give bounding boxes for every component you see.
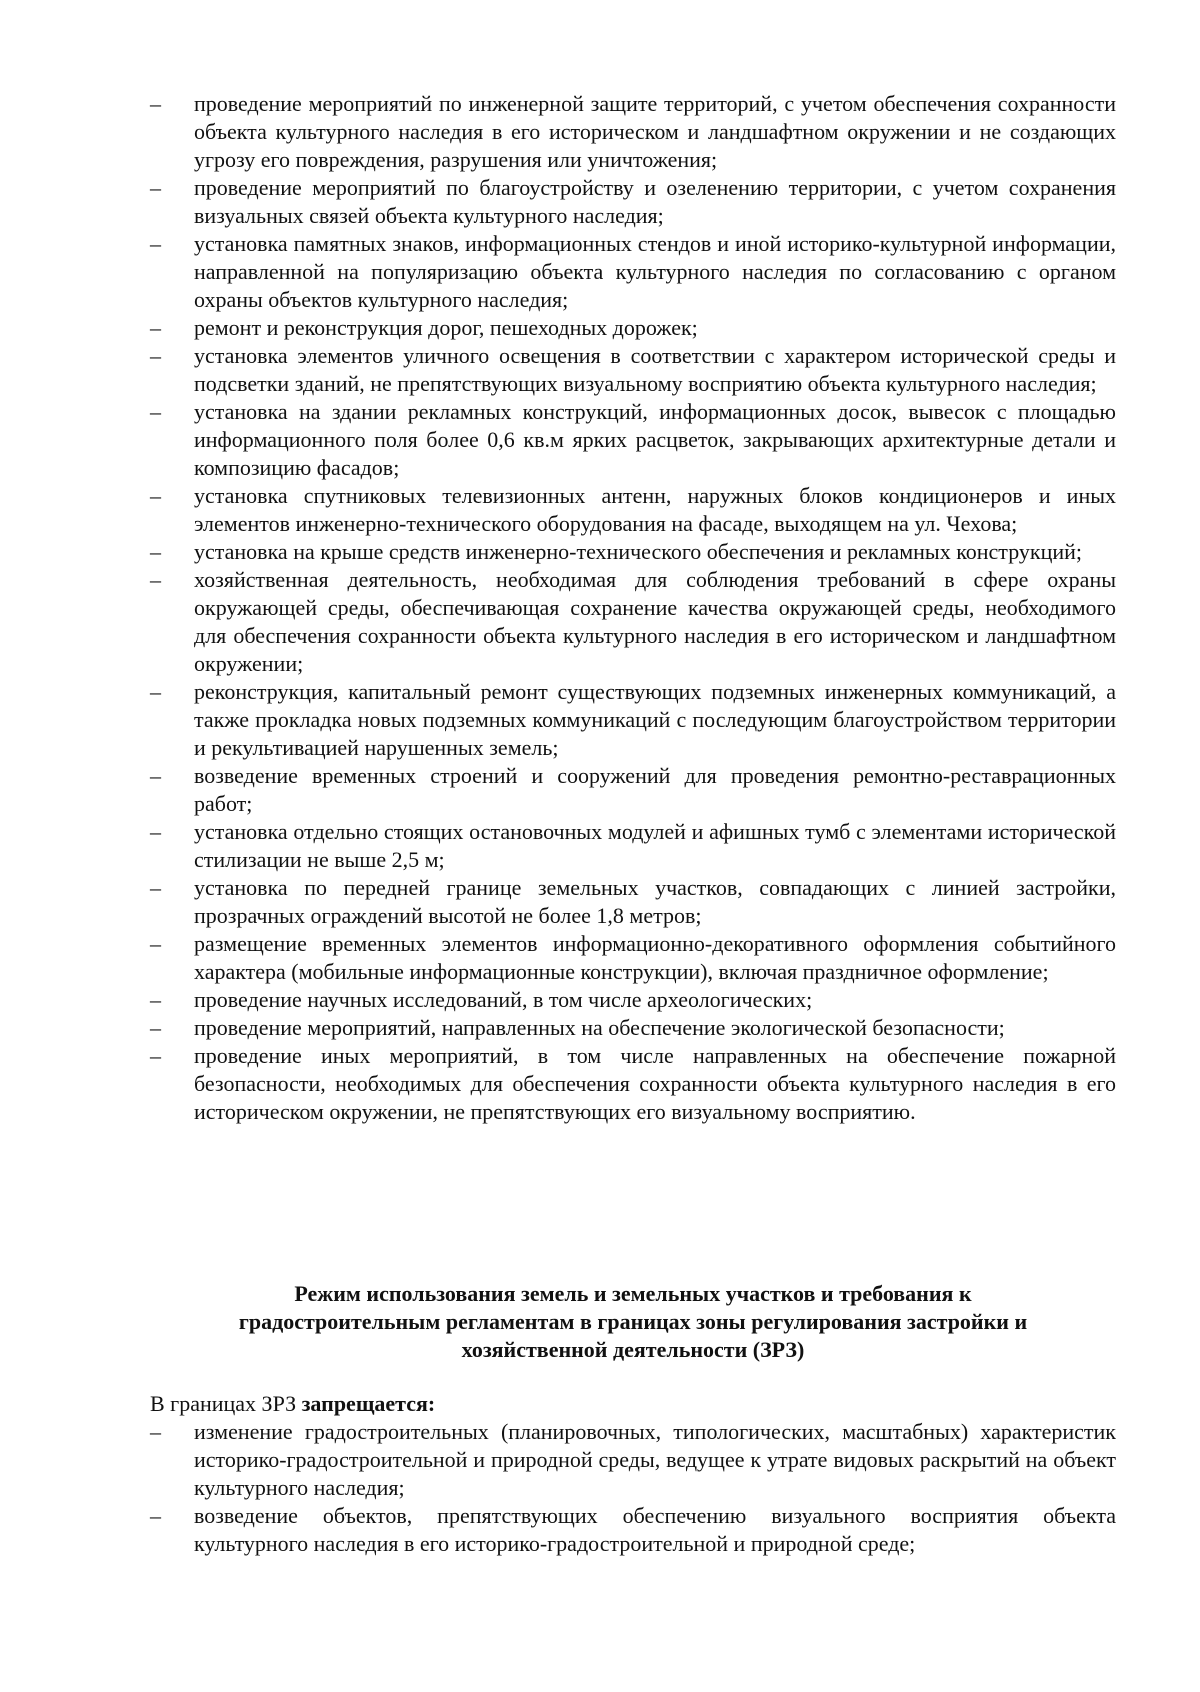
list-item [150, 538, 1116, 566]
list-dash: – [150, 231, 161, 256]
list-dash: – [150, 399, 161, 424]
prohibited-activities-list [150, 1418, 1116, 1558]
list-item [150, 342, 1116, 398]
list-item-text: установка на здании рекламных конструкций, информационных досок, вывесок с площадью информационного поля более 0,6 кв.м ярких расцветок, закрывающих архитектурные детали и композицию фасадов; [194, 399, 1116, 480]
list-item-text: проведение иных мероприятий, в том числе направленных на обеспечение пожарной безопасности, необходимых для обеспечения сохранности объекта культурного наследия в его историческом окружении, не препятствующих его визуальному восприятию. [194, 1043, 1116, 1124]
list-item [150, 874, 1116, 930]
list-item [150, 1014, 1116, 1042]
section-heading [150, 1280, 1116, 1364]
section-heading-line: Режим использования земель и земельных участков и требования к [294, 1281, 972, 1306]
list-item-text: проведение научных исследований, в том числе археологических; [194, 987, 813, 1012]
list-item [150, 818, 1116, 874]
list-item-text: установка памятных знаков, информационных стендов и иной историко-культурной информации, направленной на популяризацию объекта культурного наследия по согласованию с органом охраны объектов культурного наследия; [194, 231, 1116, 312]
list-dash: – [150, 987, 161, 1012]
permitted-activities-list [150, 90, 1116, 1126]
list-dash: – [150, 539, 161, 564]
list-dash: – [150, 567, 161, 592]
list-dash: – [150, 763, 161, 788]
list-item-text: установка элементов уличного освещения в соответствии с характером исторической среды и подсветки зданий, не препятствующих визуальному восприятию объекта культурного наследия; [194, 343, 1116, 396]
list-item [150, 762, 1116, 818]
list-item [150, 678, 1116, 762]
list-dash: – [150, 679, 161, 704]
list-dash: – [150, 931, 161, 956]
list-item [150, 1418, 1116, 1502]
list-dash: – [150, 91, 161, 116]
intro-emphasis: запрещается: [301, 1391, 436, 1416]
list-item [150, 986, 1116, 1014]
list-item [150, 90, 1116, 174]
list-dash: – [150, 315, 161, 340]
list-dash: – [150, 343, 161, 368]
list-dash: – [150, 1015, 161, 1040]
list-item-text: возведение объектов, препятствующих обеспечению визуального восприятия объекта культурного наследия в его историко-градостроительной и природной среде; [194, 1503, 1116, 1556]
list-dash: – [150, 875, 161, 900]
list-item-text: проведение мероприятий по благоустройству и озеленению территории, с учетом сохранения визуальных связей объекта культурного наследия; [194, 175, 1116, 228]
list-item-text: хозяйственная деятельность, необходимая для соблюдения требований в сфере охраны окружающей среды, обеспечивающая сохранение качества окружающей среды, необходимого для обеспечения сохранности объекта культурного наследия в его историческом и ландшафтном окружении; [194, 567, 1116, 676]
list-item [150, 314, 1116, 342]
list-dash: – [150, 1419, 161, 1444]
list-item [150, 1502, 1116, 1558]
list-item [150, 1042, 1116, 1126]
list-item-text: реконструкция, капитальный ремонт существующих подземных инженерных коммуникаций, а также прокладка новых подземных коммуникаций с последующим благоустройством территории и рекультивацией нарушенных земель; [194, 679, 1116, 760]
list-item-text: проведение мероприятий, направленных на обеспечение экологической безопасности; [194, 1015, 1005, 1040]
list-item [150, 230, 1116, 314]
list-item-text: проведение мероприятий по инженерной защите территорий, с учетом обеспечения сохранности объекта культурного наследия в его историческом и ландшафтном окружении и не создающих угрозу его повреждения, разрушения или уничтожения; [194, 91, 1116, 172]
intro-text: В границах ЗРЗ [150, 1391, 302, 1416]
list-item-text: установка отдельно стоящих остановочных модулей и афишных тумб с элементами исторической стилизации не выше 2,5 м; [194, 819, 1116, 872]
section-heading-line: хозяйственной деятельности (ЗРЗ) [461, 1337, 805, 1362]
list-item-text: установка спутниковых телевизионных антенн, наружных блоков кондиционеров и иных элементов инженерно-технического оборудования на фасаде, выходящем на ул. Чехова; [194, 483, 1116, 536]
list-item [150, 930, 1116, 986]
list-item-text: размещение временных элементов информационно-декоративного оформления событийного характера (мобильные информационные конструкции), включая праздничное оформление; [194, 931, 1116, 984]
list-item [150, 482, 1116, 538]
list-dash: – [150, 819, 161, 844]
list-item-text: установка по передней границе земельных участков, совпадающих с линией застройки, прозрачных ограждений высотой не более 1,8 метров; [194, 875, 1116, 928]
section-heading-line: градостроительным регламентам в границах зоны регулирования застройки и [238, 1309, 1028, 1334]
prohibitions-intro [150, 1390, 435, 1418]
list-item [150, 398, 1116, 482]
list-item-text: возведение временных строений и сооружений для проведения ремонтно-реставрационных работ; [194, 763, 1116, 816]
list-dash: – [150, 1503, 161, 1528]
list-item [150, 174, 1116, 230]
list-item-text: изменение градостроительных (планировочных, типологических, масштабных) характеристик историко-градостроительной и природной среды, ведущее к утрате видовых раскрытий на объект культурного наследия; [194, 1419, 1116, 1500]
list-item-text: ремонт и реконструкция дорог, пешеходных дорожек; [194, 315, 698, 340]
list-dash: – [150, 483, 161, 508]
list-item-text: установка на крыше средств инженерно-технического обеспечения и рекламных конструкций; [194, 539, 1083, 564]
list-item [150, 566, 1116, 678]
list-dash: – [150, 1043, 161, 1068]
list-dash: – [150, 175, 161, 200]
